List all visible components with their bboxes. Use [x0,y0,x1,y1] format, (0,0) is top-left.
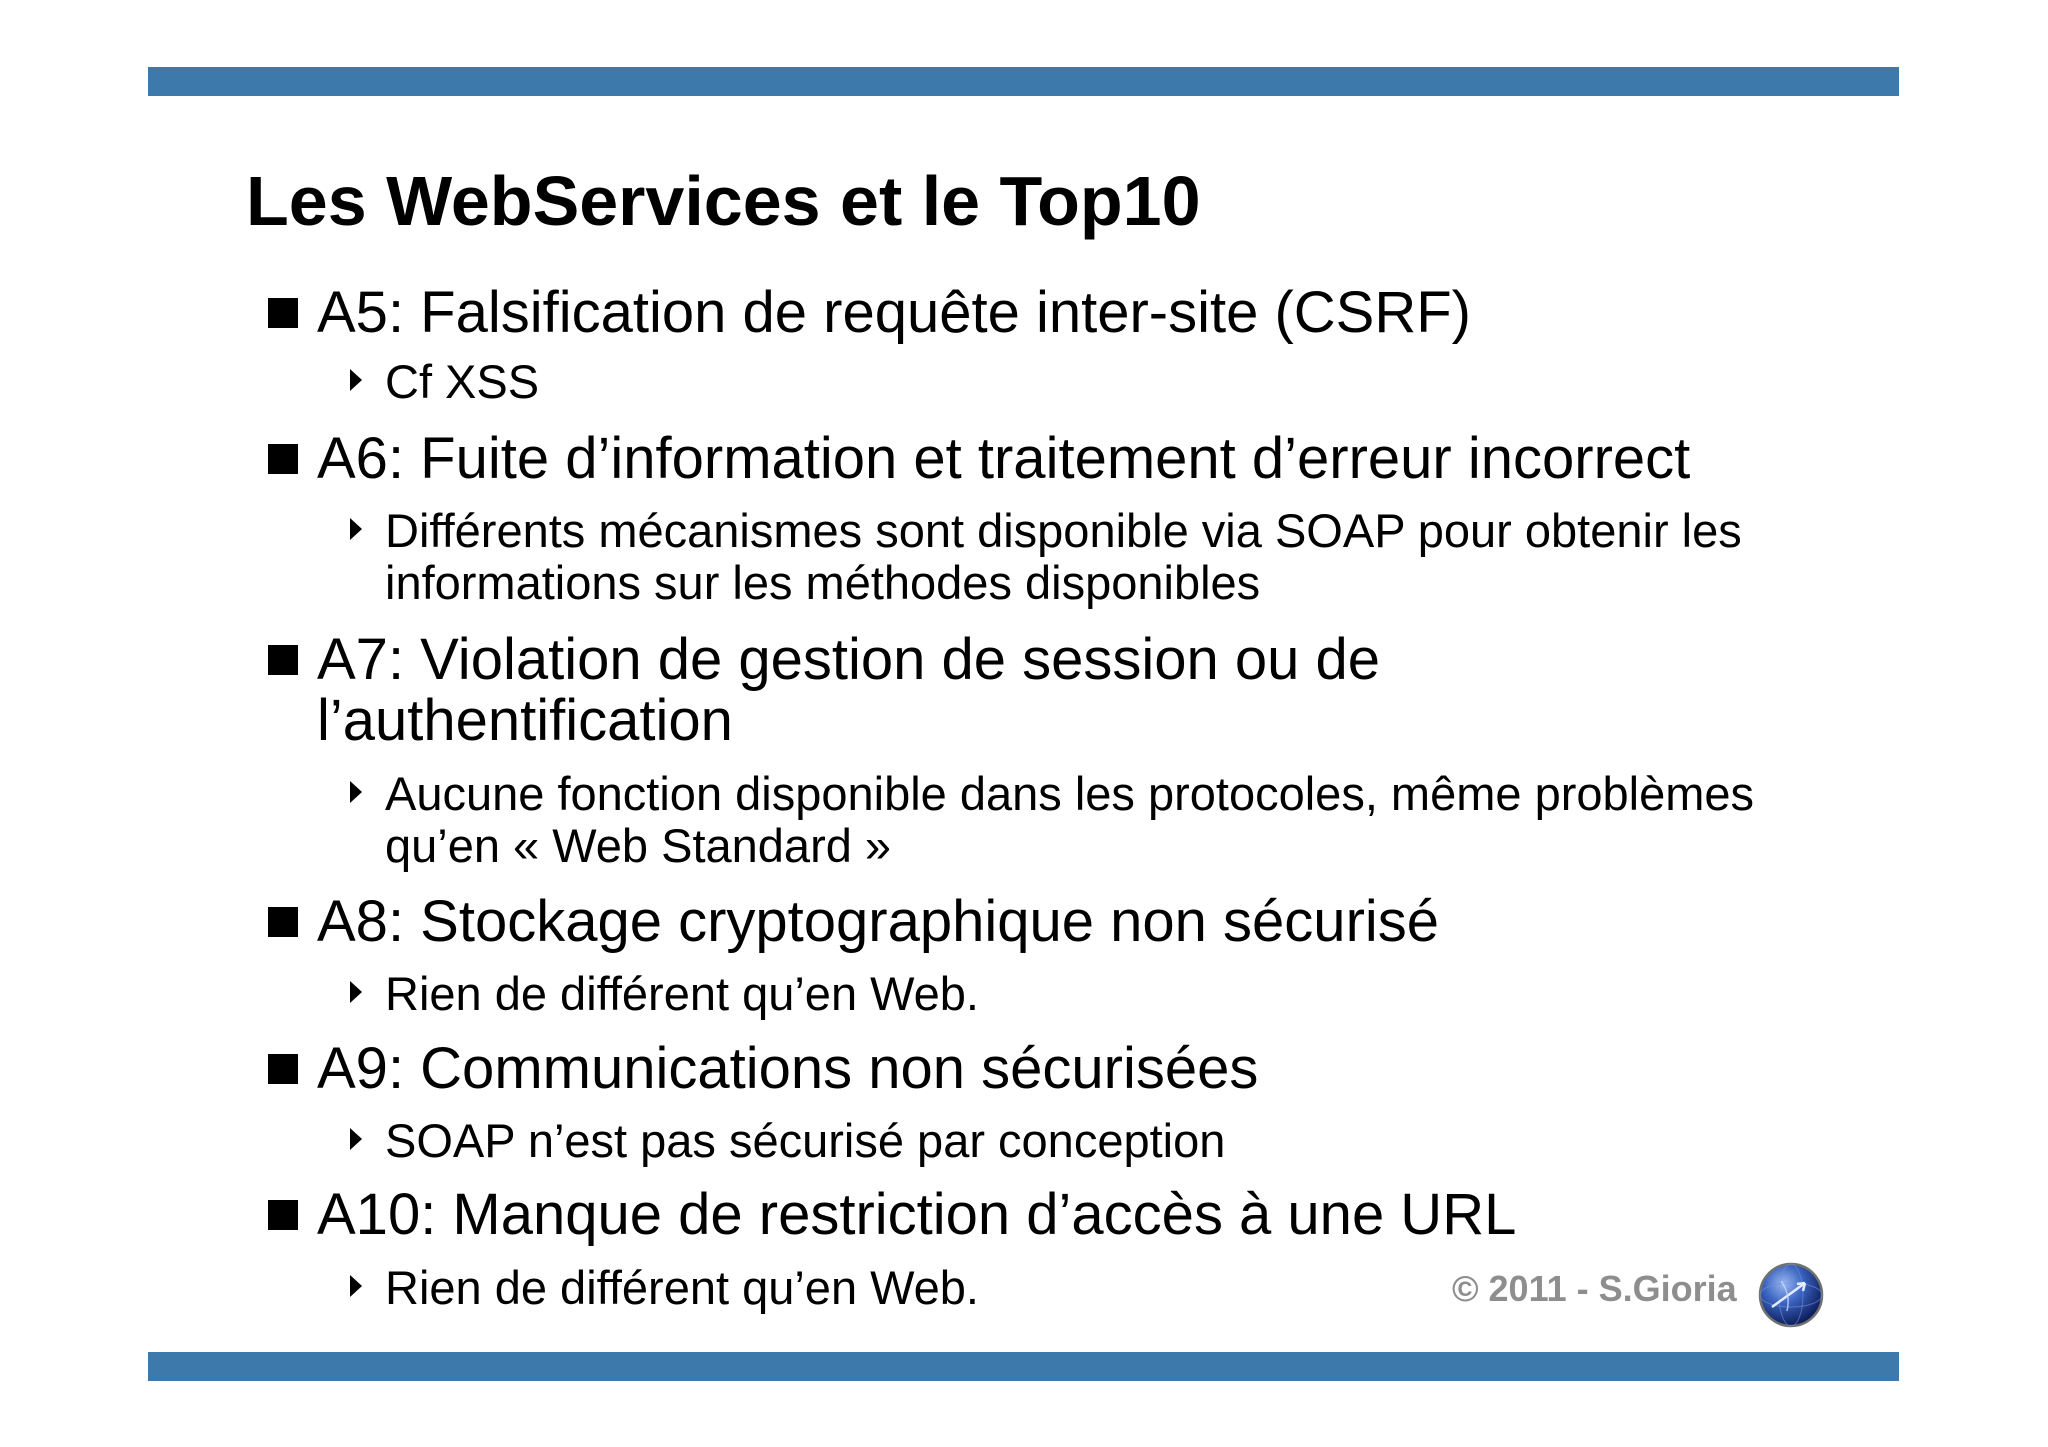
sub-bullet-text: informations sur les méthodes disponibles [385,556,1261,609]
bullet-a7 [317,629,1380,751]
bullet-text: A9: Communications non sécurisées [317,1036,1259,1101]
square-bullet-icon [268,1200,298,1230]
sub-bullet-text: SOAP n’est pas sécurisé par conception [385,1114,1226,1167]
copyright-text: © 2011 - S.Gioria [1452,1268,1737,1309]
globe-logo [1757,1261,1825,1329]
bullet-text: l’authentification [317,688,733,753]
bullet-text: A8: Stockage cryptographique non sécurisé [317,889,1440,954]
sub-bullet-a7 [385,768,1754,872]
bullet-a5 [317,282,1471,343]
sub-bullet-text: Différents mécanismes sont disponible via SOAP pour obtenir les [385,504,1742,557]
triangle-bullet-icon [350,981,362,1003]
sub-bullet-a10 [385,1262,979,1314]
sub-bullet-text: qu’en « Web Standard » [385,819,892,872]
triangle-bullet-icon [350,781,362,803]
sub-bullet-a8 [385,968,979,1020]
square-bullet-icon [268,298,298,328]
bullet-a8 [317,891,1439,952]
square-bullet-icon [268,444,298,474]
footer-bar [148,1352,1899,1381]
square-bullet-icon [268,907,298,937]
bullet-text: A10: Manque de restriction d’accès à une URL [317,1182,1517,1247]
sub-bullet-a6 [385,505,1742,609]
bullet-a10 [317,1184,1516,1245]
sub-bullet-a5 [385,356,539,408]
header-bar [148,67,1899,96]
sub-bullet-text: Rien de différent qu’en Web. [385,1261,979,1314]
bullet-a9 [317,1038,1258,1099]
triangle-bullet-icon [350,518,362,540]
square-bullet-icon [268,645,298,675]
bullet-text: A5: Falsification de requête inter-site (CSRF) [317,280,1471,345]
triangle-bullet-icon [350,1275,362,1297]
triangle-bullet-icon [350,1128,362,1150]
bullet-text: A6: Fuite d’information et traitement d’erreur incorrect [317,426,1691,491]
sub-bullet-text: Aucune fonction disponible dans les protocoles, même problèmes [385,767,1755,820]
sub-bullet-text: Rien de différent qu’en Web. [385,967,979,1020]
triangle-bullet-icon [350,369,362,391]
square-bullet-icon [268,1054,298,1084]
bullet-a6 [317,428,1690,489]
sub-bullet-a9 [385,1115,1225,1167]
slide-title: Les WebServices et le Top10 [246,162,1201,240]
bullet-text: A7: Violation de gestion de session ou de [317,627,1381,692]
sub-bullet-text: Cf XSS [385,355,540,408]
